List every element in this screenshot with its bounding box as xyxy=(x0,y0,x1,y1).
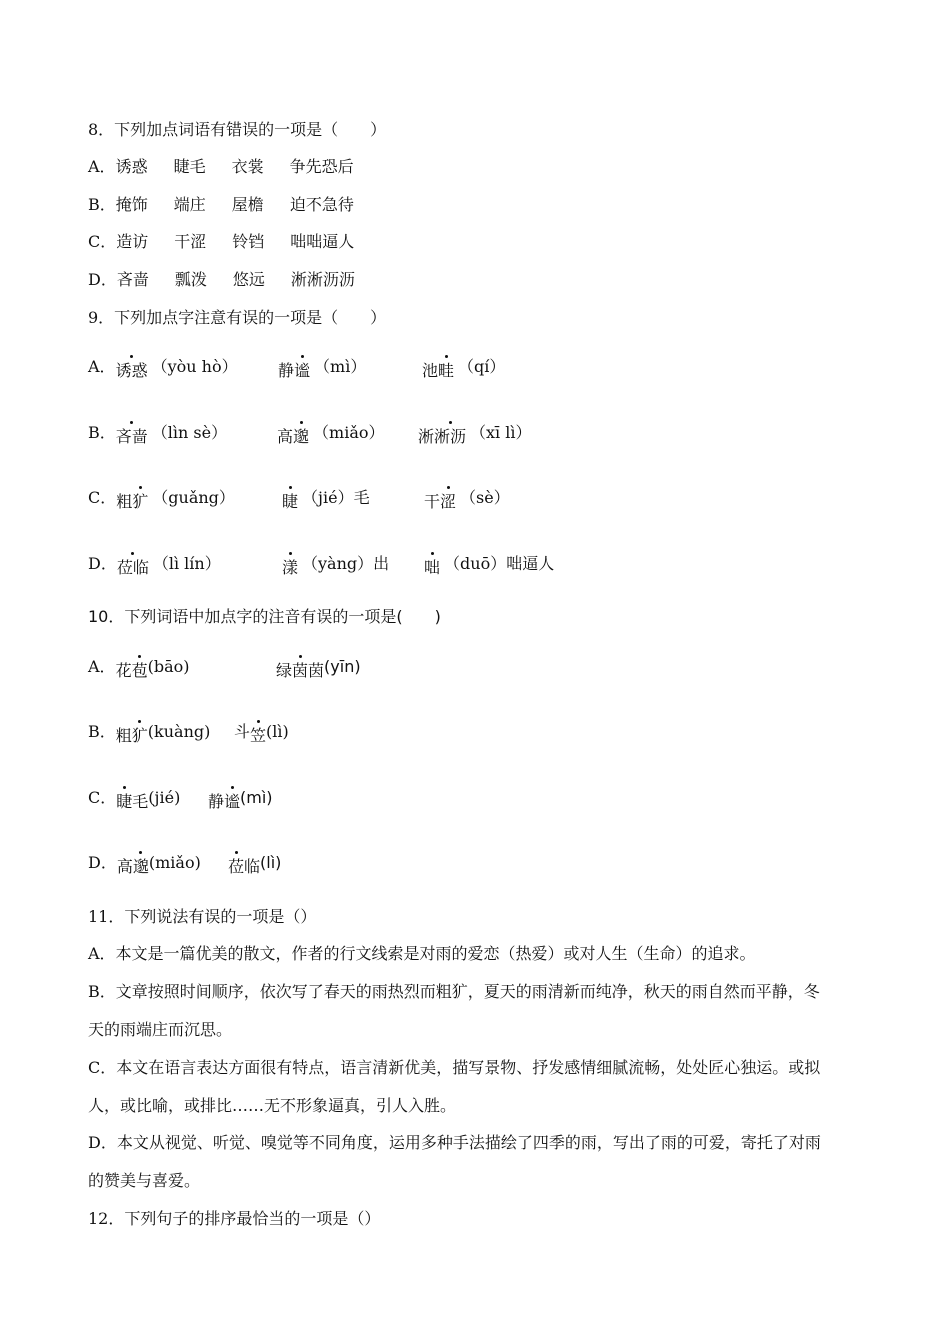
q9-option-c-2 xyxy=(282,488,370,511)
text-fragment: C． xyxy=(88,232,117,251)
text-fragment: 屋檐 xyxy=(231,195,264,214)
q9-option-d xyxy=(88,554,221,577)
text-fragment: 谧 xyxy=(294,361,311,380)
text-fragment: 漾 xyxy=(282,558,299,577)
q10-option-d-2 xyxy=(228,853,282,876)
q11-option-b-line2: 天的雨端庄而沉思。 xyxy=(88,1020,233,1039)
text-fragment: 造访 xyxy=(116,232,149,251)
q9-option-d-3 xyxy=(424,554,555,577)
q9-stem: 9．下列加点字注意有误的一项是（ ） xyxy=(88,308,387,327)
text-fragment: 毛 xyxy=(132,792,149,811)
text-fragment: (miǎo) xyxy=(148,853,201,872)
text-fragment: （guǎng） xyxy=(152,488,235,507)
text-fragment: 吝啬 xyxy=(115,427,148,446)
text-fragment: （lìn sè） xyxy=(151,423,228,442)
text-fragment: (kuàng) xyxy=(147,722,211,741)
text-fragment: (lì) xyxy=(260,853,282,872)
q9-option-c-3 xyxy=(424,488,510,511)
text-fragment: （yòu hò） xyxy=(151,357,238,376)
text-fragment: （duō） xyxy=(444,554,507,573)
text-fragment: 临 xyxy=(244,857,261,876)
dotted-word: 诱惑 xyxy=(115,361,148,380)
text-fragment: 静 xyxy=(278,361,295,380)
q9-option-c xyxy=(88,488,235,511)
q9-option-b xyxy=(88,423,228,446)
text-fragment: 池 xyxy=(422,361,439,380)
text-fragment: 淅 xyxy=(418,427,435,446)
text-fragment: 笠 xyxy=(250,726,267,745)
text-fragment: 畦 xyxy=(438,361,455,380)
text-fragment: 干涩 xyxy=(174,232,207,251)
text-fragment: （yàng） xyxy=(302,554,374,573)
text-fragment: 高 xyxy=(116,857,133,876)
q8-stem: 8．下列加点词语有错误的一项是（ ） xyxy=(88,120,387,139)
text-fragment: 迫不急待 xyxy=(289,195,354,214)
text-fragment: 绿 xyxy=(276,661,293,680)
text-fragment: 吝啬 xyxy=(116,270,149,289)
text-fragment: 咄咄逼人 xyxy=(290,232,355,251)
text-fragment: 睫 xyxy=(116,792,133,811)
text-fragment: B． xyxy=(88,195,116,214)
text-fragment: 瓢泼 xyxy=(174,270,207,289)
q10-option-c xyxy=(88,788,181,811)
text-fragment: 铃铛 xyxy=(232,232,265,251)
q10-option-a xyxy=(88,657,190,680)
text-fragment: 掩饰 xyxy=(115,195,148,214)
text-fragment: （qí） xyxy=(458,357,506,376)
text-fragment: 端庄 xyxy=(173,195,206,214)
text-fragment: 斗 xyxy=(234,722,251,741)
text-fragment: B． xyxy=(88,722,116,741)
text-fragment: 诱惑 xyxy=(115,157,148,176)
q9-option-d-2 xyxy=(282,554,390,577)
text-fragment: 悠远 xyxy=(232,270,265,289)
q11-option-a: A．本文是一篇优美的散文，作者的行文线索是对雨的爱恋（热爱）或对人生（生命）的追求。 xyxy=(88,944,756,963)
text-fragment: A． xyxy=(88,657,116,676)
text-fragment: 莅 xyxy=(228,857,245,876)
text-fragment: 争先恐后 xyxy=(289,157,354,176)
text-fragment: （jié） xyxy=(302,488,354,507)
text-fragment: （miǎo） xyxy=(313,423,385,442)
text-fragment: (yīn) xyxy=(324,657,361,676)
q8-option-c xyxy=(88,232,354,252)
text-fragment: 静 xyxy=(208,792,225,811)
q10-option-c-2 xyxy=(208,788,273,811)
q8-option-b xyxy=(88,195,354,215)
text-fragment: (mì) xyxy=(240,788,273,807)
text-fragment: 淅淅沥沥 xyxy=(290,270,355,289)
text-fragment: 粗 xyxy=(115,726,132,745)
text-fragment: 毛 xyxy=(353,488,370,507)
q10-option-d xyxy=(88,853,201,876)
q9-option-b-3 xyxy=(418,423,532,446)
q11-option-c-line2: 人，或比喻，或排比……无不形象逼真，引人入胜。 xyxy=(88,1096,457,1115)
text-fragment: 谧 xyxy=(224,792,241,811)
text-fragment: B． xyxy=(88,423,116,442)
text-fragment: (jié) xyxy=(148,788,181,807)
q9-option-a-2 xyxy=(278,357,367,380)
text-fragment: D． xyxy=(88,554,117,573)
q11-option-b-line1: B．文章按照时间顺序，依次写了春天的雨热烈而粗犷，夏天的雨清新而纯净，秋天的雨自然而平静，冬 xyxy=(88,982,820,1001)
text-fragment: D． xyxy=(88,853,117,872)
text-fragment: 出 xyxy=(373,554,390,573)
text-fragment: 咄逼人 xyxy=(506,554,555,573)
q10-option-b-2 xyxy=(234,722,289,745)
q9-option-b-2 xyxy=(277,423,385,446)
q8-option-d xyxy=(88,270,355,290)
q11-option-c-line1: C．本文在语言表达方面很有特点，语言清新优美，描写景物、抒发感情细腻流畅，处处匠心独运。或拟 xyxy=(88,1058,821,1077)
text-fragment: D． xyxy=(88,270,117,289)
text-fragment: 莅临 xyxy=(116,558,149,577)
text-fragment: 涩 xyxy=(440,492,457,511)
text-fragment: 干 xyxy=(424,492,441,511)
text-fragment: 犷 xyxy=(132,492,149,511)
text-fragment: (lì) xyxy=(266,722,289,741)
text-fragment: （xī lì） xyxy=(470,423,532,442)
text-fragment: 淅沥 xyxy=(434,427,467,446)
text-fragment: A． xyxy=(88,357,116,376)
q12-stem: 12．下列句子的排序最恰当的一项是（） xyxy=(88,1209,381,1228)
q9-option-a xyxy=(88,357,238,380)
text-fragment: 邈 xyxy=(132,857,149,876)
q11-option-d-line1: D．本文从视觉、听觉、嗅觉等不同角度，运用多种手法描绘了四季的雨，写出了雨的可爱，寄托了对雨 xyxy=(88,1133,821,1152)
text-fragment: （lì lín） xyxy=(152,554,221,573)
q10-stem: 10．下列词语中加点字的注音有误的一项是( ) xyxy=(88,607,441,626)
text-fragment: (bāo) xyxy=(147,657,190,676)
text-fragment: （mì） xyxy=(314,357,367,376)
q10-option-a-2 xyxy=(276,657,361,680)
text-fragment: C． xyxy=(88,788,117,807)
text-fragment: 粗 xyxy=(116,492,133,511)
text-fragment: 犷 xyxy=(131,726,148,745)
q11-stem: 11．下列说法有误的一项是（） xyxy=(88,907,317,926)
q11-option-d-line2: 的赞美与喜爱。 xyxy=(88,1171,201,1190)
text-fragment: 睫 xyxy=(282,492,299,511)
text-fragment: （sè） xyxy=(460,488,510,507)
text-fragment: 睫毛 xyxy=(173,157,206,176)
text-fragment: 花 xyxy=(115,661,132,680)
text-fragment: C． xyxy=(88,488,117,507)
text-fragment: 高 xyxy=(277,427,294,446)
text-fragment: 衣裳 xyxy=(231,157,264,176)
q8-option-a xyxy=(88,157,354,177)
text-fragment: 苞 xyxy=(131,661,148,680)
text-fragment: 咄 xyxy=(424,558,441,577)
q9-option-a-3 xyxy=(422,357,506,380)
text-fragment: A． xyxy=(88,157,116,176)
q10-option-b xyxy=(88,722,211,745)
text-fragment: 茵 xyxy=(292,661,309,680)
text-fragment: 邈 xyxy=(293,427,310,446)
text-fragment: 茵 xyxy=(308,661,325,680)
